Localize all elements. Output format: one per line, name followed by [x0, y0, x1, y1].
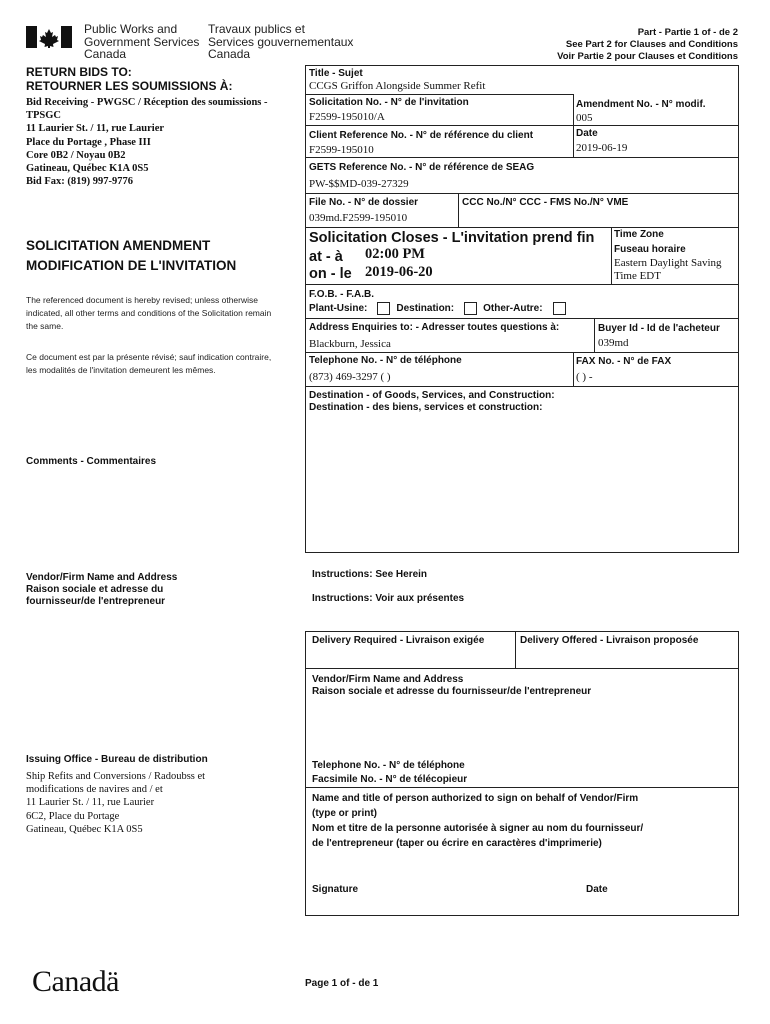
- closes-label: Solicitation Closes - L'invitation prend fin: [309, 230, 595, 246]
- dept-en-line: Public Works and: [84, 22, 178, 36]
- phone-value: (873) 469-3297 ( ): [309, 371, 391, 383]
- buyer-id-label: Buyer Id - Id de l'acheteur: [598, 323, 720, 334]
- amendment-text-en: The referenced document is hereby revised; unless otherwise indicated, all other terms and conditions of the Solicitation remain the same.: [26, 295, 272, 331]
- enquiries-label: Address Enquiries to: - Adresser toutes questions à:: [309, 322, 560, 333]
- dept-en-line: Canada: [84, 47, 127, 61]
- time-zone-value: [614, 257, 722, 283]
- tz-label-en: Time Zone: [614, 229, 664, 240]
- address-line: Bid Fax: (819) 997-9776: [26, 176, 134, 188]
- amendment-title: [26, 236, 236, 276]
- address-line: 11 Laurier St. / 11, rue Laurier: [26, 123, 165, 135]
- issuing-line: 6C2, Place du Portage: [26, 810, 120, 822]
- issuing-office-address: [26, 770, 205, 836]
- amendment-no-value: 005: [576, 112, 593, 124]
- other-label: Other-Autre:: [483, 303, 543, 315]
- amendment-no-label: Amendment No. - N° modif.: [576, 99, 706, 110]
- solicitation-no-value: F2599-195010/A: [309, 111, 385, 123]
- gets-ref-value: PW-$$MD-039-27329: [309, 178, 409, 190]
- client-ref-label: Client Reference No. - N° de référence du client: [309, 130, 534, 141]
- date-label: Date: [576, 128, 598, 139]
- signer-label-line: Nom et titre de la personne autorisée à signer au nom du fournisseur/: [312, 823, 644, 834]
- amendment-title-en: SOLICITATION AMENDMENT: [26, 238, 211, 253]
- destination-goods-en: Destination - of Goods, Services, and Construction:: [309, 390, 555, 401]
- fax-value: ( ) -: [576, 371, 593, 383]
- signer-label-line: Name and title of person authorized to sign on behalf of Vendor/Firm: [312, 793, 639, 804]
- return-bids-en: RETURN BIDS TO:: [26, 65, 132, 79]
- tz-label-fr: Fuseau horaire: [614, 244, 686, 255]
- buyer-id-value: 039md: [598, 337, 629, 349]
- instructions-en: Instructions: See Herein: [312, 569, 428, 580]
- vendor-name-address-label: [312, 674, 591, 698]
- amendment-title-fr: MODIFICATION DE L'INVITATION: [26, 258, 237, 273]
- on-label: on - le: [309, 266, 352, 282]
- vendor-firm-label: [26, 572, 177, 608]
- address-line: Bid Receiving - PWGSC / Réception des soumissions -: [26, 97, 268, 108]
- canada-wordmark: Canadä: [32, 965, 119, 998]
- fob-options: [309, 302, 572, 315]
- destination-goods-fr: Destination - des biens, services et construction:: [309, 402, 543, 413]
- see-part-en: See Part 2 for Clauses and Conditions: [565, 39, 738, 50]
- other-checkbox[interactable]: [553, 302, 566, 315]
- title-label: Title - Sujet: [309, 68, 363, 79]
- canada-flag-logo: [26, 26, 72, 48]
- address-line: TPSGC: [26, 110, 62, 122]
- title-value: CCGS Griffon Alongside Summer Refit: [309, 80, 486, 92]
- address-line: Core 0B2 / Noyau 0B2: [26, 149, 126, 161]
- dept-name-en: [84, 23, 199, 61]
- return-bids-address: [26, 96, 268, 188]
- tz-value-line: Eastern Daylight Saving: [614, 257, 722, 269]
- phone-label: Telephone No. - N° de téléphone: [309, 355, 462, 366]
- delivery-required-label: Delivery Required - Livraison exigée: [312, 635, 485, 646]
- return-bids-fr: RETOURNER LES SOUMISSIONS À:: [26, 79, 233, 93]
- dept-en-line: Government Services: [84, 34, 200, 49]
- issuing-line: Gatineau, Québec K1A 0S5: [26, 823, 143, 835]
- signature-date-label: Date: [586, 884, 608, 895]
- close-time-value: 02:00 PM: [365, 246, 425, 262]
- file-no-label: File No. - N° de dossier: [309, 197, 419, 208]
- vendor-box-label-line: Raison sociale et adresse du fournisseur/de l'entrepreneur: [312, 686, 592, 697]
- signature-label: Signature: [312, 884, 359, 895]
- signer-label-line: (type or print): [312, 808, 377, 819]
- fax-label: FAX No. - N° de FAX: [576, 356, 672, 367]
- ccc-no-label: CCC No./N° CCC - FMS No./N° VME: [462, 197, 629, 208]
- vendor-facsimile-label: Facsimile No. - N° de télécopieur: [312, 774, 468, 785]
- part-number: Part - Partie 1 of - de 2: [637, 27, 738, 38]
- vendor-label-line: fournisseur/de l'entrepreneur: [26, 596, 166, 607]
- gets-ref-label: GETS Reference No. - N° de référence de SEAG: [309, 162, 535, 173]
- tz-value-line: Time EDT: [614, 270, 661, 282]
- client-ref-value: F2599-195010: [309, 144, 374, 156]
- destination-label: Destination:: [396, 303, 455, 315]
- fob-label: F.O.B. - F.A.B.: [309, 289, 374, 300]
- dept-fr-line: Canada: [208, 47, 251, 61]
- vendor-box-label-line: Vendor/Firm Name and Address: [312, 674, 464, 685]
- comments-label: Comments - Commentaires: [26, 456, 157, 467]
- see-part-fr: Voir Partie 2 pour Clauses et Conditions: [557, 51, 738, 62]
- authorized-signer-label: [312, 791, 643, 851]
- instructions-fr: Instructions: Voir aux présentes: [312, 593, 465, 604]
- dept-fr-line: Travaux publics et: [208, 22, 305, 36]
- vendor-label-line: Raison sociale et adresse du: [26, 584, 164, 595]
- close-date-value: 2019-06-20: [365, 264, 433, 280]
- at-label: at - à: [309, 249, 343, 265]
- delivery-offered-label: Delivery Offered - Livraison proposée: [520, 635, 699, 646]
- address-line: Place du Portage , Phase III: [26, 136, 151, 148]
- dept-name-fr: [208, 23, 353, 61]
- vendor-label-line: Vendor/Firm Name and Address: [26, 572, 178, 583]
- page-number: Page 1 of - de 1: [305, 978, 379, 989]
- part-info: [557, 27, 738, 63]
- file-no-value: 039md.F2599-195010: [309, 212, 408, 224]
- amendment-text-fr: Ce document est par la présente révisé; sauf indication contraire, les modalités de l'invitation demeurent les mêmes.: [26, 352, 272, 375]
- signer-label-line: de l'entrepreneur (taper ou écrire en caractères d'imprimerie): [312, 838, 602, 849]
- plant-checkbox[interactable]: [377, 302, 390, 315]
- destination-checkbox[interactable]: [464, 302, 477, 315]
- plant-label: Plant-Usine:: [309, 303, 368, 315]
- date-value: 2019-06-19: [576, 142, 628, 154]
- issuing-line: modifications de navires and / et: [26, 784, 163, 796]
- destination-goods-label: [309, 390, 555, 414]
- enquiries-value: Blackburn, Jessica: [309, 338, 391, 350]
- vendor-telephone-label: Telephone No. - N° de téléphone: [312, 760, 465, 771]
- issuing-line: 11 Laurier St. / 11, rue Laurier: [26, 797, 155, 809]
- time-zone-label: [614, 229, 686, 256]
- address-line: Gatineau, Québec K1A 0S5: [26, 163, 149, 175]
- issuing-office-label: Issuing Office - Bureau de distribution: [26, 754, 208, 765]
- return-bids-title: [26, 65, 232, 93]
- solicitation-no-label: Solicitation No. - N° de l'invitation: [309, 97, 469, 108]
- dept-fr-line: Services gouvernementaux: [208, 34, 354, 49]
- issuing-line: Ship Refits and Conversions / Radoubss et: [26, 771, 206, 782]
